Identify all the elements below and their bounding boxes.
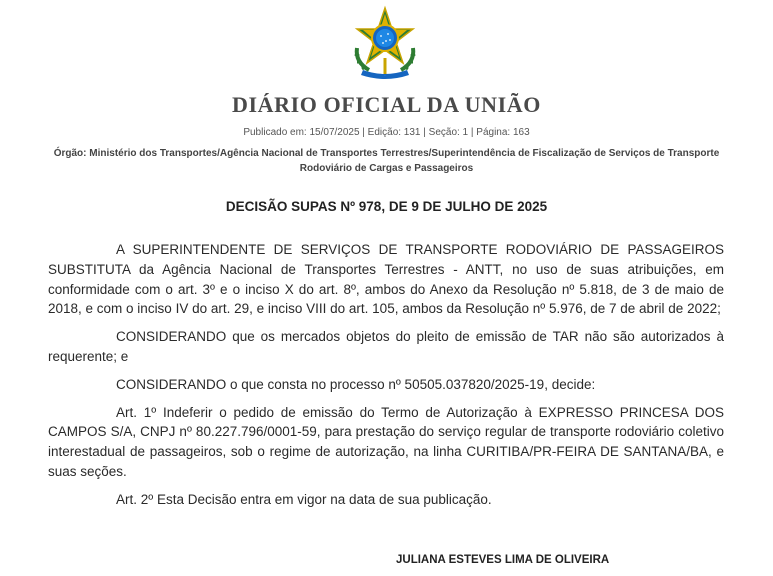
orgao-label: Órgão: [53, 148, 87, 159]
decision-body [48, 240, 724, 518]
decision-title: DECISÃO SUPAS Nº 978, DE 9 DE JULHO DE 2025 [225, 199, 548, 214]
paragraph-art-1: Art. 1º Indeferir o pedido de emissão do Termo de Autorização à EXPRESSO PRINCESA DOS CAMPOS S/A, CNPJ nº 80.227.796/0001-59, para prestação do serviço regular de transporte rodoviário coletivo interestadual de passageiros, sob o regime de autorização, na linha CURITIBA/PR-FEIRA DE SANTANA/BA, e suas seções. [48, 404, 724, 479]
orgao-text: Ministério dos Transportes/Agência Nacional de Transportes Terrestres/Superintendência de Fiscalização de Serviços de Transporte Rodoviário de Cargas e Passageiros [89, 148, 720, 174]
paragraph-art-2: Art. 2º Esta Decisão entra em vigor na data de sua publicação. [116, 491, 492, 507]
svg-text:·: · [384, 73, 386, 77]
paragraph-preamble: A SUPERINTENDENTE DE SERVIÇOS DE TRANSPORTE RODOVIÁRIO DE PASSAGEIROS SUBSTITUTA da Agência Nacional de Transportes Terrestres - ANTT, no uso de suas atribuições, em conformidade com o art. 3º e o inciso X do art. 8º, ambos do Anexo da Resolução nº 5.818, de 3 de maio de 2018, e com o inciso IV do art. 29, e inciso VIII do art. 105, ambos da Resolução nº 5.976, de 7 de abril de 2022; [48, 242, 724, 317]
paragraph-considerando-2: CONSIDERANDO o que consta no processo nº 50505.037820/2025-19, decide: [116, 376, 596, 392]
publication-info: Publicado em: 15/07/2025 | Edição: 131 | Seção: 1 | Página: 163 [243, 127, 530, 138]
brazil-coat-of-arms-icon [347, 4, 423, 80]
page-title: DIÁRIO OFICIAL DA UNIÃO [231, 92, 541, 117]
signature: JULIANA ESTEVES LIMA DE OLIVEIRA [396, 554, 610, 566]
paragraph-considerando-1: CONSIDERANDO que os mercados objetos do pleito de emissão de TAR não são autorizados à requerente; e [48, 329, 724, 364]
orgao-line [40, 146, 733, 176]
